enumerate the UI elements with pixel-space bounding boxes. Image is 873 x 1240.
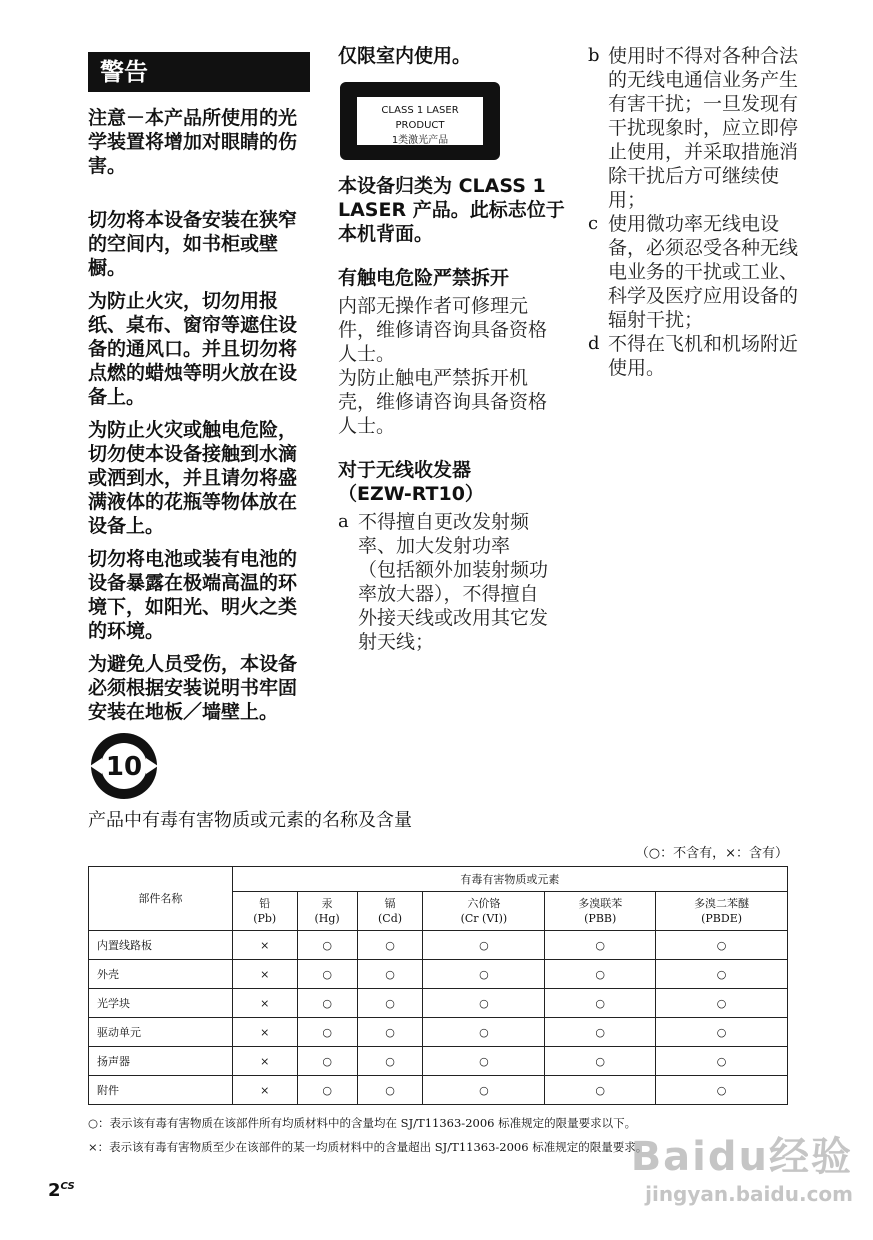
substance-presence-cell: ○ [357,1076,423,1105]
substance-name: 多溴二苯醚 [694,897,750,910]
text-line: 切勿将本设备安装在狭窄 [88,209,298,231]
table-row [89,960,788,989]
text-line: 点燃的蜡烛等明火放在设 [88,362,298,384]
laser-label-inner [357,97,483,145]
text-line: 备的通风口。并且切勿将 [88,338,298,360]
text-line: 件，维修请咨询具备资格 [338,319,548,341]
warning-paragraph [88,208,310,280]
warning-column [88,44,310,733]
substance-presence-cell: ○ [297,960,357,989]
text-line: 必须根据安装说明书牢固 [88,677,298,699]
list-marker: a [338,511,349,532]
substance-presence-cell: × [232,989,297,1018]
substance-presence-cell: ○ [357,931,423,960]
list-item-a [338,510,564,654]
hazard-table-legend: （○：不含有，×：含有） [635,846,788,861]
part-name: 外壳 [89,960,233,989]
warning-heading: 警告 [88,52,310,92]
watermark-url: jingyan.baidu.com [645,1182,853,1206]
text-line: 的环境。 [88,620,165,642]
warning-paragraph [88,418,310,538]
substance-presence-cell: ○ [423,931,545,960]
middle-column [338,44,564,654]
substance-name: 六价铬 [467,897,501,910]
substance-presence-cell: ○ [423,1076,545,1105]
substance-presence-cell: ○ [545,1076,656,1105]
part-name: 扬声器 [89,1047,233,1076]
substance-symbol: (Hg) [314,912,340,925]
text-line: 内部无操作者可修理元 [338,295,529,317]
page-number [48,1180,75,1201]
substance-presence-cell: ○ [656,1076,788,1105]
substance-symbol: (PBB) [584,912,617,925]
substance-symbol: (Cd) [378,912,403,925]
substance-column-header [656,892,788,931]
substance-presence-cell: ○ [297,1047,357,1076]
text-line: 本机背面。 [338,223,434,245]
text-line: 或洒到水，并且请勿将盛 [88,467,298,489]
text-line: 境下，如阳光、明火之类 [88,596,298,618]
text-line: 为防止火灾，切勿用报 [88,290,279,312]
laser-label-en: CLASS 1 LASER PRODUCT [381,105,459,131]
text-line: 用； [608,189,647,211]
text-line: 纸、桌布、窗帘等遮住设 [88,314,298,336]
table-row [89,1047,788,1076]
substance-presence-cell: ○ [357,960,423,989]
substance-name: 多溴联苯 [578,897,623,910]
substance-group-header: 有毒有害物质或元素 [232,867,787,892]
substance-name: 铅 [259,897,271,910]
text-line: 对于无线收发器 [338,459,472,481]
text-line: 干扰现象时，应立即停 [608,117,799,139]
baidu-watermark [631,1125,853,1206]
page-language-code: CS [60,1181,75,1192]
substance-presence-cell: ○ [545,931,656,960]
text-line: 备上。 [88,386,146,408]
text-line: 为避免人员受伤，本设备 [88,653,298,675]
text-line: 为防止火灾或触电危险， [88,419,298,441]
text-line: 仅限室内使用。 [338,45,472,67]
right-column [588,44,810,380]
list-item-c [588,212,810,332]
text-line: 不得在飞机和机场附近 [608,333,799,355]
table-row [89,1076,788,1105]
part-name: 附件 [89,1076,233,1105]
table-row [89,1018,788,1047]
substance-name: 镉 [384,897,396,910]
text-line: 害。 [88,155,127,177]
text-line: （EZW-RT10） [338,483,484,505]
text-line: 止使用，并采取措施消 [608,141,799,163]
substance-presence-cell: ○ [357,989,423,1018]
substance-presence-cell: ○ [357,1018,423,1047]
indoor-use-note [338,44,564,68]
substance-symbol: (Cr (VI)) [460,912,508,925]
text-line: 注意－本产品所使用的光 [88,107,298,129]
substance-presence-cell: × [232,1047,297,1076]
text-line: LASER 产品。此标志位于 [338,199,565,221]
text-line: 的无线电通信业务产生 [608,69,799,91]
substance-name: 汞 [321,897,333,910]
text-line: 使用微功率无线电设 [608,213,780,235]
substance-presence-cell: ○ [545,989,656,1018]
substance-column-header [423,892,545,931]
substance-presence-cell: ○ [297,1018,357,1047]
warning-paragraph [88,547,310,643]
substance-presence-cell: × [232,1076,297,1105]
text-line: 满液体的花瓶等物体放在 [88,491,298,513]
shock-heading [338,266,564,290]
text-line: 切勿将电池或装有电池的 [88,548,298,570]
text-line: 本设备归类为 CLASS 1 [338,175,546,197]
logo-number: 10 [105,752,143,782]
text-line: 的空间内，如书柜或壁 [88,233,279,255]
text-line: 学装置将增加对眼睛的伤 [88,131,298,153]
substance-presence-cell: ○ [545,1047,656,1076]
list-item-b [588,44,810,212]
text-line: 有触电危险严禁拆开 [338,267,510,289]
text-line: 人士。 [338,343,396,365]
text-line: 射天线； [358,631,435,653]
substance-presence-cell: ○ [297,989,357,1018]
substance-presence-cell: × [232,960,297,989]
text-line: 切勿使本设备接触到水滴 [88,443,298,465]
text-line: 设备上。 [88,515,165,537]
warning-paragraph [88,106,310,178]
text-line: 使用时不得对各种合法 [608,45,799,67]
epup-10-year-logo-icon [88,730,160,802]
substance-presence-cell: ○ [545,960,656,989]
substance-column-header [357,892,423,931]
laser-product-label [340,82,500,160]
table-row [89,989,788,1018]
substance-presence-cell: ○ [423,960,545,989]
substance-presence-cell: ○ [297,931,357,960]
text-line: 设备暴露在极端高温的环 [88,572,298,594]
substance-presence-cell: ○ [545,1018,656,1047]
text-line: 不得擅自更改发射频 [358,511,530,533]
part-name: 驱动单元 [89,1018,233,1047]
part-name: 光学块 [89,989,233,1018]
text-line: 率、加大发射功率 [358,535,511,557]
text-line: 橱。 [88,257,127,279]
text-line: 电业务的干扰或工业、 [608,261,799,283]
note-circle: ○：表示该有毒有害物质在该部件所有均质材料中的含量均在 SJ/T11363-2006 标准规定的限量要求以下。 [88,1116,637,1130]
text-line: 有害干扰；一旦发现有 [608,93,799,115]
substance-presence-cell: ○ [423,1018,545,1047]
substance-column-header [297,892,357,931]
part-name-header: 部件名称 [89,867,233,931]
text-line: 人士。 [338,415,396,437]
text-line: 为防止触电严禁拆开机 [338,367,529,389]
substance-column-header [232,892,297,931]
substance-presence-cell: ○ [297,1076,357,1105]
substance-column-header [545,892,656,931]
list-marker: b [588,45,600,66]
substance-presence-cell: ○ [656,1047,788,1076]
text-line: 辐射干扰； [608,309,704,331]
text-line: 科学及医疗应用设备的 [608,285,799,307]
substance-presence-cell: ○ [423,989,545,1018]
text-line: 壳，维修请咨询具备资格 [338,391,548,413]
substance-presence-cell: ○ [656,989,788,1018]
text-line: 安装在地板／墙壁上。 [88,701,279,723]
text-line: 除干扰后方可继续使 [608,165,780,187]
substance-symbol: (PBDE) [701,912,743,925]
shock-text [338,294,564,438]
text-line: 外接天线或改用其它发 [358,607,549,629]
list-item-d [588,332,810,380]
laser-class-text [338,174,564,246]
substance-presence-cell: × [232,931,297,960]
page-number-value: 2 [48,1180,61,1201]
part-name: 内置线路板 [89,931,233,960]
text-line: 使用。 [608,357,666,379]
list-marker: d [588,333,600,354]
substance-presence-cell: ○ [357,1047,423,1076]
hazard-table-title: 产品中有毒有害物质或元素的名称及含量 [88,810,412,831]
hazard-substance-table [88,866,788,1105]
substance-presence-cell: ○ [423,1047,545,1076]
text-line: 备，必须忍受各种无线 [608,237,799,259]
substance-presence-cell: ○ [656,960,788,989]
substance-presence-cell: ○ [656,1018,788,1047]
wireless-heading [338,458,564,506]
text-line: （包括额外加装射频功 [358,559,549,581]
table-row [89,931,788,960]
warning-paragraph [88,652,310,724]
substance-presence-cell: ○ [656,931,788,960]
list-marker: c [588,213,599,234]
substance-symbol: (Pb) [253,912,277,925]
watermark-brand: Baidu经验 [630,1134,853,1180]
text-line: 率放大器），不得擅自 [358,583,539,605]
substance-presence-cell: × [232,1018,297,1047]
note-cross: ×：表示该有毒有害物质至少在该部件的某一均质材料中的含量超出 SJ/T11363-2006 标准规定的限量要求。 [88,1140,648,1154]
warning-paragraph [88,289,310,409]
laser-label-cn: 1类激光产品 [391,135,449,146]
